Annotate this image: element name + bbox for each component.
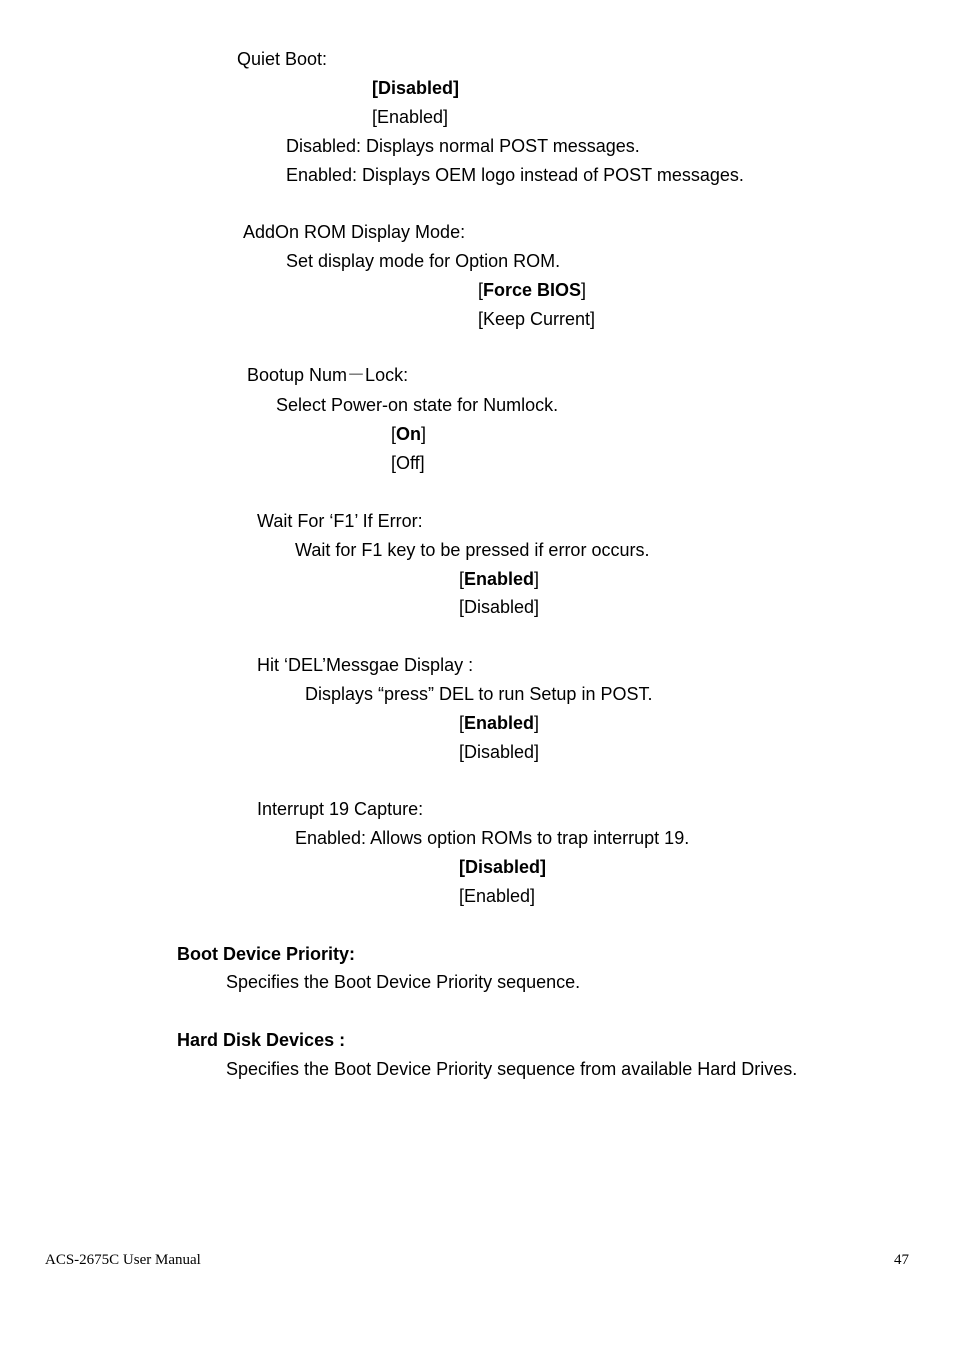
quiet-boot-desc-enabled: Enabled: Displays OEM logo instead of POST messages.: [286, 165, 744, 185]
addon-rom-title: AddOn ROM Display Mode:: [243, 222, 466, 242]
boot-priority-desc: Specifies the Boot Device Priority sequence.: [226, 972, 581, 992]
hard-disk-desc: Specifies the Boot Device Priority sequence from available Hard Drives.: [226, 1059, 798, 1079]
quiet-boot-other-option: [Enabled]: [372, 107, 449, 127]
hit-del-other-option: [Disabled]: [459, 742, 540, 762]
int19-desc: Enabled: Allows option ROMs to trap interrupt 19.: [295, 828, 690, 848]
addon-rom-desc: Set display mode for Option ROM.: [286, 251, 561, 271]
addon-rom-other-option: [Keep Current]: [478, 309, 596, 329]
numlock-default-option: [On]: [391, 424, 427, 444]
wait-f1-desc: Wait for F1 key to be pressed if error occurs.: [295, 540, 650, 560]
int19-other-option: [Enabled]: [459, 886, 536, 906]
boot-priority-heading: Boot Device Priority:: [177, 944, 356, 964]
int19-default-option: [Disabled]: [459, 857, 547, 877]
wait-f1-default-value: Enabled: [464, 569, 535, 589]
numlock-title: Bootup Num－Lock:: [247, 365, 409, 385]
quiet-boot-title: Quiet Boot:: [237, 49, 328, 69]
numlock-other-option: [Off]: [391, 453, 425, 473]
hit-del-title: Hit ‘DEL’Messgae Display :: [257, 655, 474, 675]
page-number: 47: [894, 1252, 909, 1268]
wait-f1-other-option: [Disabled]: [459, 597, 540, 617]
numlock-default-value: On: [396, 424, 422, 444]
addon-rom-default-option: [Force BIOS]: [478, 280, 587, 300]
int19-title: Interrupt 19 Capture:: [257, 799, 424, 819]
wait-f1-title: Wait For ‘F1’ If Error:: [257, 511, 423, 531]
wait-f1-default-option: [Enabled]: [459, 569, 540, 589]
addon-rom-default-value: Force BIOS: [483, 280, 582, 300]
hit-del-desc: Displays “press” DEL to run Setup in POST.: [305, 684, 653, 704]
hard-disk-heading: Hard Disk Devices :: [177, 1030, 346, 1050]
hit-del-default-value: Enabled: [464, 713, 535, 733]
hit-del-default-option: [Enabled]: [459, 713, 540, 733]
footer-manual-title: ACS-2675C User Manual: [45, 1252, 201, 1268]
quiet-boot-desc-disabled: Disabled: Displays normal POST messages.: [286, 136, 640, 156]
numlock-desc: Select Power-on state for Numlock.: [276, 395, 559, 415]
quiet-boot-default-option: [Disabled]: [372, 78, 460, 98]
